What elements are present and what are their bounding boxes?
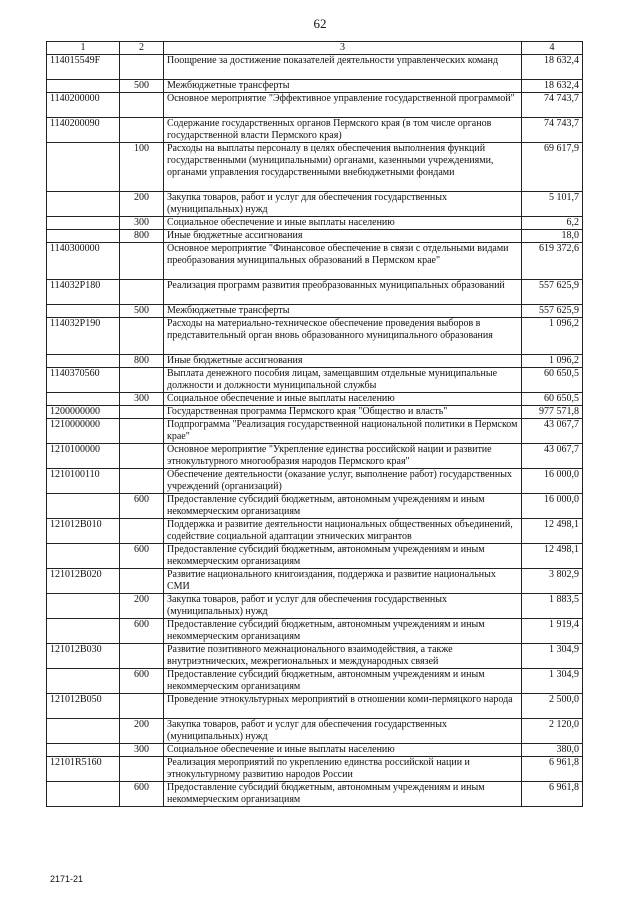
name-cell: Иные бюджетные ассигнования bbox=[164, 230, 522, 243]
vr-cell: 600 bbox=[120, 669, 164, 694]
code-cell bbox=[47, 594, 120, 619]
table-row bbox=[47, 55, 583, 80]
code-cell: 114032P190 bbox=[47, 318, 120, 355]
amount-cell: 2 120,0 bbox=[522, 719, 583, 744]
vr-cell: 500 bbox=[120, 305, 164, 318]
vr-cell: 800 bbox=[120, 230, 164, 243]
table-row bbox=[47, 118, 583, 143]
name-cell: Расходы на материально-техническое обеспечение проведения выборов в представительный орган вновь образованного муниципального образования bbox=[164, 318, 522, 355]
amount-cell: 6 961,8 bbox=[522, 757, 583, 782]
amount-cell: 43 067,7 bbox=[522, 444, 583, 469]
table-row bbox=[47, 318, 583, 355]
table-row bbox=[47, 469, 583, 494]
table-row bbox=[47, 280, 583, 305]
name-cell: Выплата денежного пособия лицам, замещавшим отдельные муниципальные должности и должности муниципальной службы bbox=[164, 368, 522, 393]
code-cell: 121012В010 bbox=[47, 519, 120, 544]
code-cell bbox=[47, 494, 120, 519]
amount-cell: 6,2 bbox=[522, 217, 583, 230]
amount-cell: 1 096,2 bbox=[522, 318, 583, 355]
table-header-row bbox=[47, 42, 583, 55]
vr-cell bbox=[120, 368, 164, 393]
amount-cell: 619 372,6 bbox=[522, 243, 583, 280]
table-row bbox=[47, 644, 583, 669]
name-cell: Развитие национального книгоиздания, поддержка и развитие национальных СМИ bbox=[164, 569, 522, 594]
vr-cell bbox=[120, 694, 164, 719]
vr-cell: 300 bbox=[120, 217, 164, 230]
code-cell bbox=[47, 192, 120, 217]
amount-cell: 18 632,4 bbox=[522, 55, 583, 80]
table-row bbox=[47, 494, 583, 519]
vr-cell: 600 bbox=[120, 619, 164, 644]
code-cell: 1140300000 bbox=[47, 243, 120, 280]
table-row bbox=[47, 782, 583, 807]
name-cell: Поддержка и развитие деятельности национальных общественных объединений, содействие социальной адаптации этнических мигрантов bbox=[164, 519, 522, 544]
code-cell bbox=[47, 393, 120, 406]
name-cell: Иные бюджетные ассигнования bbox=[164, 355, 522, 368]
amount-cell: 16 000,0 bbox=[522, 469, 583, 494]
document-code: 2171-21 bbox=[50, 874, 84, 884]
vr-cell bbox=[120, 519, 164, 544]
name-cell: Обеспечение деятельности (оказание услуг, выполнение работ) государственных учреждений (организаций) bbox=[164, 469, 522, 494]
code-cell bbox=[47, 230, 120, 243]
table-row bbox=[47, 519, 583, 544]
table-row bbox=[47, 393, 583, 406]
name-cell: Предоставление субсидий бюджетным, автономным учреждениям и иным некоммерческим организациям bbox=[164, 782, 522, 807]
table-row bbox=[47, 444, 583, 469]
page-number: 62 bbox=[313, 16, 327, 31]
vr-cell: 600 bbox=[120, 544, 164, 569]
code-cell bbox=[47, 619, 120, 644]
amount-cell: 12 498,1 bbox=[522, 519, 583, 544]
name-cell: Подпрограмма "Реализация государственной национальной политики в Пермском крае" bbox=[164, 419, 522, 444]
vr-cell bbox=[120, 118, 164, 143]
amount-cell: 69 617,9 bbox=[522, 143, 583, 192]
name-cell: Предоставление субсидий бюджетным, автономным учреждениям и иным некоммерческим организациям bbox=[164, 669, 522, 694]
name-cell: Предоставление субсидий бюджетным, автономным учреждениям и иным некоммерческим организациям bbox=[164, 619, 522, 644]
amount-cell: 12 498,1 bbox=[522, 544, 583, 569]
table-row bbox=[47, 217, 583, 230]
code-cell bbox=[47, 143, 120, 192]
name-cell: Основное мероприятие "Укрепление единства российской нации и развитие этнокультурного многообразия народов Пермского края" bbox=[164, 444, 522, 469]
name-cell: Государственная программа Пермского края "Общество и власть" bbox=[164, 406, 522, 419]
name-cell: Межбюджетные трансферты bbox=[164, 305, 522, 318]
header-cell-name: 3 bbox=[164, 42, 522, 55]
vr-cell bbox=[120, 469, 164, 494]
code-cell: 121012В050 bbox=[47, 694, 120, 719]
amount-cell: 60 650,5 bbox=[522, 393, 583, 406]
code-cell: 121012В020 bbox=[47, 569, 120, 594]
amount-cell: 1 096,2 bbox=[522, 355, 583, 368]
code-cell: 1210100110 bbox=[47, 469, 120, 494]
vr-cell bbox=[120, 757, 164, 782]
amount-cell: 380,0 bbox=[522, 744, 583, 757]
code-cell bbox=[47, 544, 120, 569]
amount-cell: 1 304,9 bbox=[522, 644, 583, 669]
table-row bbox=[47, 419, 583, 444]
table-row bbox=[47, 305, 583, 318]
amount-cell: 74 743,7 bbox=[522, 93, 583, 118]
vr-cell: 200 bbox=[120, 719, 164, 744]
table-row bbox=[47, 406, 583, 419]
table-row bbox=[47, 80, 583, 93]
amount-cell: 74 743,7 bbox=[522, 118, 583, 143]
vr-cell: 500 bbox=[120, 80, 164, 93]
code-cell bbox=[47, 669, 120, 694]
code-cell: 12101R5160 bbox=[47, 757, 120, 782]
table-row bbox=[47, 719, 583, 744]
vr-cell bbox=[120, 318, 164, 355]
table-row bbox=[47, 368, 583, 393]
amount-cell: 3 802,9 bbox=[522, 569, 583, 594]
amount-cell: 557 625,9 bbox=[522, 305, 583, 318]
code-cell bbox=[47, 744, 120, 757]
name-cell: Закупка товаров, работ и услуг для обеспечения государственных (муниципальных) нужд bbox=[164, 594, 522, 619]
vr-cell: 100 bbox=[120, 143, 164, 192]
name-cell: Предоставление субсидий бюджетным, автономным учреждениям и иным некоммерческим организациям bbox=[164, 494, 522, 519]
table-row bbox=[47, 143, 583, 192]
code-cell bbox=[47, 719, 120, 744]
code-cell bbox=[47, 80, 120, 93]
vr-cell bbox=[120, 93, 164, 118]
amount-cell: 60 650,5 bbox=[522, 368, 583, 393]
amount-cell: 1 919,4 bbox=[522, 619, 583, 644]
vr-cell: 600 bbox=[120, 782, 164, 807]
code-cell bbox=[47, 355, 120, 368]
code-cell: 1210100000 bbox=[47, 444, 120, 469]
amount-cell: 16 000,0 bbox=[522, 494, 583, 519]
vr-cell: 300 bbox=[120, 744, 164, 757]
name-cell: Социальное обеспечение и иные выплаты населению bbox=[164, 393, 522, 406]
table-row bbox=[47, 230, 583, 243]
table-row bbox=[47, 569, 583, 594]
name-cell: Закупка товаров, работ и услуг для обеспечения государственных (муниципальных) нужд bbox=[164, 719, 522, 744]
code-cell: 1140370560 bbox=[47, 368, 120, 393]
code-cell: 1210000000 bbox=[47, 419, 120, 444]
vr-cell bbox=[120, 569, 164, 594]
table-row bbox=[47, 355, 583, 368]
name-cell: Реализация программ развития преобразованных муниципальных образований bbox=[164, 280, 522, 305]
vr-cell bbox=[120, 280, 164, 305]
name-cell: Социальное обеспечение и иные выплаты населению bbox=[164, 217, 522, 230]
vr-cell bbox=[120, 243, 164, 280]
amount-cell: 18 632,4 bbox=[522, 80, 583, 93]
header-cell-amount: 4 bbox=[522, 42, 583, 55]
name-cell: Межбюджетные трансферты bbox=[164, 80, 522, 93]
vr-cell bbox=[120, 444, 164, 469]
code-cell: 121012В030 bbox=[47, 644, 120, 669]
code-cell: 1140200090 bbox=[47, 118, 120, 143]
name-cell: Расходы на выплаты персоналу в целях обеспечения выполнения функций государственными (муниципальными) органами, казенными учреждениями, органами управления государственными внебюджетными фондами bbox=[164, 143, 522, 192]
name-cell: Закупка товаров, работ и услуг для обеспечения государственных (муниципальных) нужд bbox=[164, 192, 522, 217]
amount-cell: 5 101,7 bbox=[522, 192, 583, 217]
vr-cell: 800 bbox=[120, 355, 164, 368]
amount-cell: 1 304,9 bbox=[522, 669, 583, 694]
code-cell: 1200000000 bbox=[47, 406, 120, 419]
vr-cell: 200 bbox=[120, 594, 164, 619]
code-cell: 114015549F bbox=[47, 55, 120, 80]
name-cell: Содержание государственных органов Пермского края (в том числе органов государственной власти Пермского края) bbox=[164, 118, 522, 143]
name-cell: Развитие позитивного межнационального взаимодействия, а также внутриэтнических, межрегиональных и международных связей bbox=[164, 644, 522, 669]
name-cell: Проведение этнокультурных мероприятий в отношении коми-пермяцкого народа bbox=[164, 694, 522, 719]
name-cell: Основное мероприятие "Финансовое обеспечение в связи с отдельными видами преобразования муниципальных образований в Пермском крае" bbox=[164, 243, 522, 280]
amount-cell: 43 067,7 bbox=[522, 419, 583, 444]
vr-cell: 600 bbox=[120, 494, 164, 519]
code-cell: 114032P180 bbox=[47, 280, 120, 305]
name-cell: Основное мероприятие "Эффективное управление государственной программой" bbox=[164, 93, 522, 118]
name-cell: Реализация мероприятий по укреплению единства российской нации и этнокультурному развитию народов России bbox=[164, 757, 522, 782]
amount-cell: 977 571,8 bbox=[522, 406, 583, 419]
table-row bbox=[47, 192, 583, 217]
table-row bbox=[47, 544, 583, 569]
header-cell-code: 1 bbox=[47, 42, 120, 55]
table-row bbox=[47, 594, 583, 619]
amount-cell: 18,0 bbox=[522, 230, 583, 243]
name-cell: Социальное обеспечение и иные выплаты населению bbox=[164, 744, 522, 757]
vr-cell: 200 bbox=[120, 192, 164, 217]
table-row bbox=[47, 757, 583, 782]
header-cell-vr: 2 bbox=[120, 42, 164, 55]
name-cell: Предоставление субсидий бюджетным, автономным учреждениям и иным некоммерческим организациям bbox=[164, 544, 522, 569]
vr-cell bbox=[120, 419, 164, 444]
code-cell bbox=[47, 782, 120, 807]
table-row bbox=[47, 744, 583, 757]
amount-cell: 557 625,9 bbox=[522, 280, 583, 305]
table-row bbox=[47, 93, 583, 118]
code-cell bbox=[47, 305, 120, 318]
table-row bbox=[47, 619, 583, 644]
code-cell bbox=[47, 217, 120, 230]
vr-cell: 300 bbox=[120, 393, 164, 406]
table-row bbox=[47, 243, 583, 280]
code-cell: 1140200000 bbox=[47, 93, 120, 118]
vr-cell bbox=[120, 644, 164, 669]
vr-cell bbox=[120, 55, 164, 80]
name-cell: Поощрение за достижение показателей деятельности управленческих команд bbox=[164, 55, 522, 80]
amount-cell: 6 961,8 bbox=[522, 782, 583, 807]
vr-cell bbox=[120, 406, 164, 419]
table-row bbox=[47, 669, 583, 694]
amount-cell: 1 883,5 bbox=[522, 594, 583, 619]
table-row bbox=[47, 694, 583, 719]
budget-table bbox=[46, 41, 583, 807]
amount-cell: 2 500,0 bbox=[522, 694, 583, 719]
